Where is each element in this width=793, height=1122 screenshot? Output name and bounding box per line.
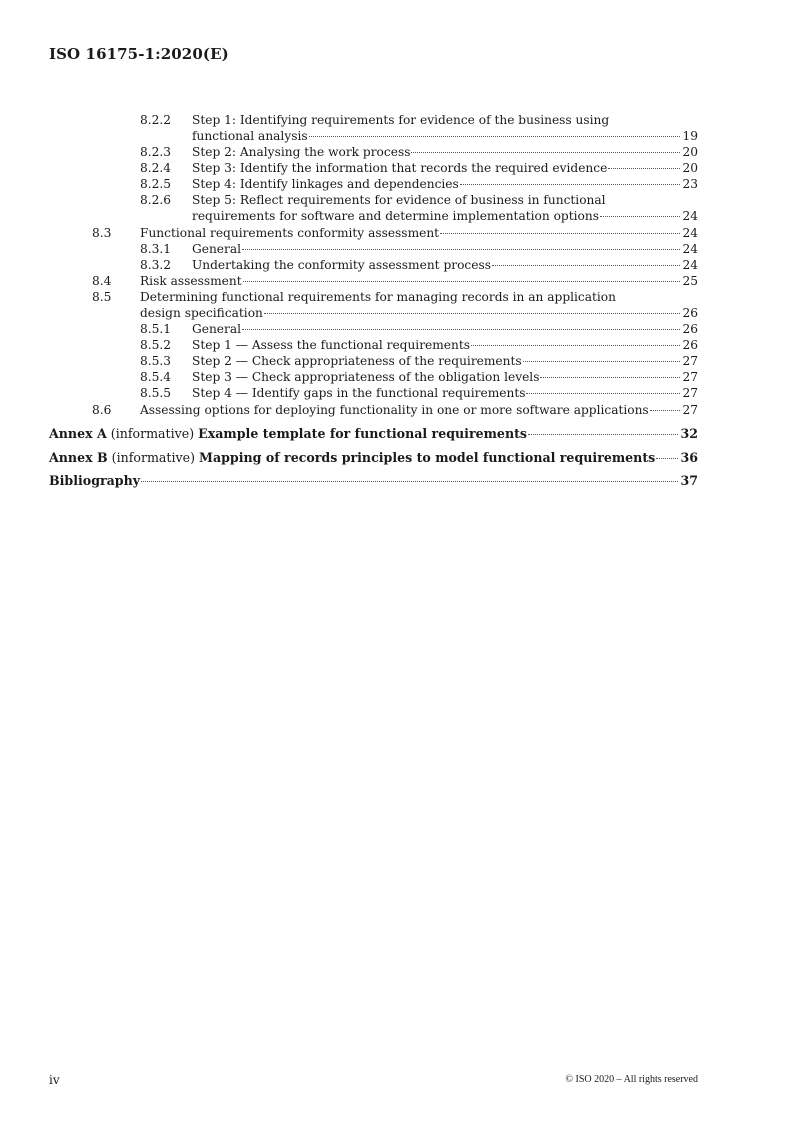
- toc-page: 37: [680, 473, 698, 488]
- leader-dots: [242, 328, 680, 330]
- toc-page: 24: [682, 242, 698, 256]
- toc-title-line1: Step 5: Reflect requirements for evidence of business in functional: [192, 193, 606, 207]
- footer-page-number: iv: [49, 1073, 60, 1087]
- toc-page: 32: [680, 426, 698, 441]
- toc-page: 23: [682, 177, 698, 191]
- bibliography-title: Bibliography: [49, 473, 141, 488]
- leader-dots: [523, 360, 680, 362]
- toc-number: 8.2.4: [140, 161, 172, 175]
- toc-number: 8.6: [92, 403, 112, 417]
- footer-copyright: © ISO 2020 – All rights reserved: [565, 1074, 698, 1085]
- toc-page: 24: [682, 258, 698, 272]
- toc-page: 24: [682, 209, 698, 223]
- toc-title: Step 3: Identify the information that records the required evidence: [192, 161, 608, 175]
- toc-page: 25: [682, 274, 698, 288]
- leader-dots: [608, 167, 680, 169]
- toc-page: 24: [682, 226, 698, 240]
- toc-number: 8.2.2: [140, 113, 172, 127]
- leader-dots: [460, 183, 680, 185]
- toc-title-line2: functional analysis: [192, 129, 308, 143]
- annex-note: (informative): [111, 450, 195, 465]
- leader-dots: [243, 280, 680, 282]
- annex-label: Annex A: [49, 426, 107, 441]
- toc-number: 8.3.2: [140, 258, 172, 272]
- leader-dots: [600, 215, 680, 217]
- toc-number: 8.5: [92, 290, 112, 304]
- leader-dots: [309, 135, 680, 137]
- toc-title: Step 4 — Identify gaps in the functional requirements: [192, 386, 526, 400]
- toc-title: Step 3 — Check appropriateness of the obligation levels: [192, 370, 540, 384]
- leader-dots: [526, 392, 680, 394]
- toc-page: 26: [682, 322, 698, 336]
- toc-page: 20: [682, 145, 698, 159]
- toc-title-line1: Determining functional requirements for managing records in an application: [140, 290, 616, 304]
- toc-number: 8.4: [92, 274, 112, 288]
- toc-title: Risk assessment: [140, 274, 242, 288]
- annex-title: Mapping of records principles to model functional requirements: [199, 450, 656, 465]
- toc-page: 27: [682, 386, 698, 400]
- leader-dots: [242, 248, 680, 250]
- toc-title: General: [192, 242, 241, 256]
- toc-number: 8.5.2: [140, 338, 172, 352]
- leader-dots: [264, 312, 680, 314]
- toc-title: Step 2 — Check appropriateness of the requirements: [192, 354, 522, 368]
- toc-page: 26: [682, 338, 698, 352]
- toc-number: 8.5.3: [140, 354, 172, 368]
- toc-number: 8.5.4: [140, 370, 172, 384]
- toc-title-line1: Step 1: Identifying requirements for evidence of the business using: [192, 113, 610, 127]
- toc-page: 19: [682, 129, 698, 143]
- leader-dots: [471, 344, 680, 346]
- toc-title: Undertaking the conformity assessment process: [192, 258, 491, 272]
- toc-number: 8.3: [92, 226, 112, 240]
- toc-page: 20: [682, 161, 698, 175]
- toc-number: 8.5.1: [140, 322, 172, 336]
- toc-page: 27: [682, 403, 698, 417]
- toc-page: 36: [680, 450, 698, 465]
- leader-dots: [411, 151, 680, 153]
- toc-title-line2: design specification: [140, 306, 263, 320]
- toc-title: Step 2: Analysing the work process: [192, 145, 411, 159]
- annex-title: Example template for functional requirements: [198, 426, 528, 441]
- toc-title: Functional requirements conformity assessment: [140, 226, 440, 240]
- leader-dots: [656, 457, 678, 459]
- toc-number: 8.5.5: [140, 386, 172, 400]
- annex-label: Annex B: [49, 450, 108, 465]
- toc-page: 27: [682, 354, 698, 368]
- toc-number: 8.3.1: [140, 242, 172, 256]
- leader-dots: [650, 409, 680, 411]
- leader-dots: [440, 232, 680, 234]
- leader-dots: [141, 480, 678, 482]
- toc-number: 8.2.5: [140, 177, 172, 191]
- toc-title: Step 1 — Assess the functional requirements: [192, 338, 471, 352]
- toc-title: Assessing options for deploying functionality in one or more software applications: [140, 403, 649, 417]
- toc-page: 27: [682, 370, 698, 384]
- leader-dots: [540, 376, 680, 378]
- leader-dots: [528, 433, 678, 435]
- toc-number: 8.2.6: [140, 193, 172, 207]
- toc-title: General: [192, 322, 241, 336]
- toc-title-line2: requirements for software and determine implementation options: [192, 209, 599, 223]
- toc-title: Step 4: Identify linkages and dependencies: [192, 177, 459, 191]
- document-header: ISO 16175-1:2020(E): [49, 45, 229, 63]
- annex-note: (informative): [110, 426, 195, 441]
- leader-dots: [492, 264, 680, 266]
- toc-number: 8.2.3: [140, 145, 172, 159]
- toc-page: 26: [682, 306, 698, 320]
